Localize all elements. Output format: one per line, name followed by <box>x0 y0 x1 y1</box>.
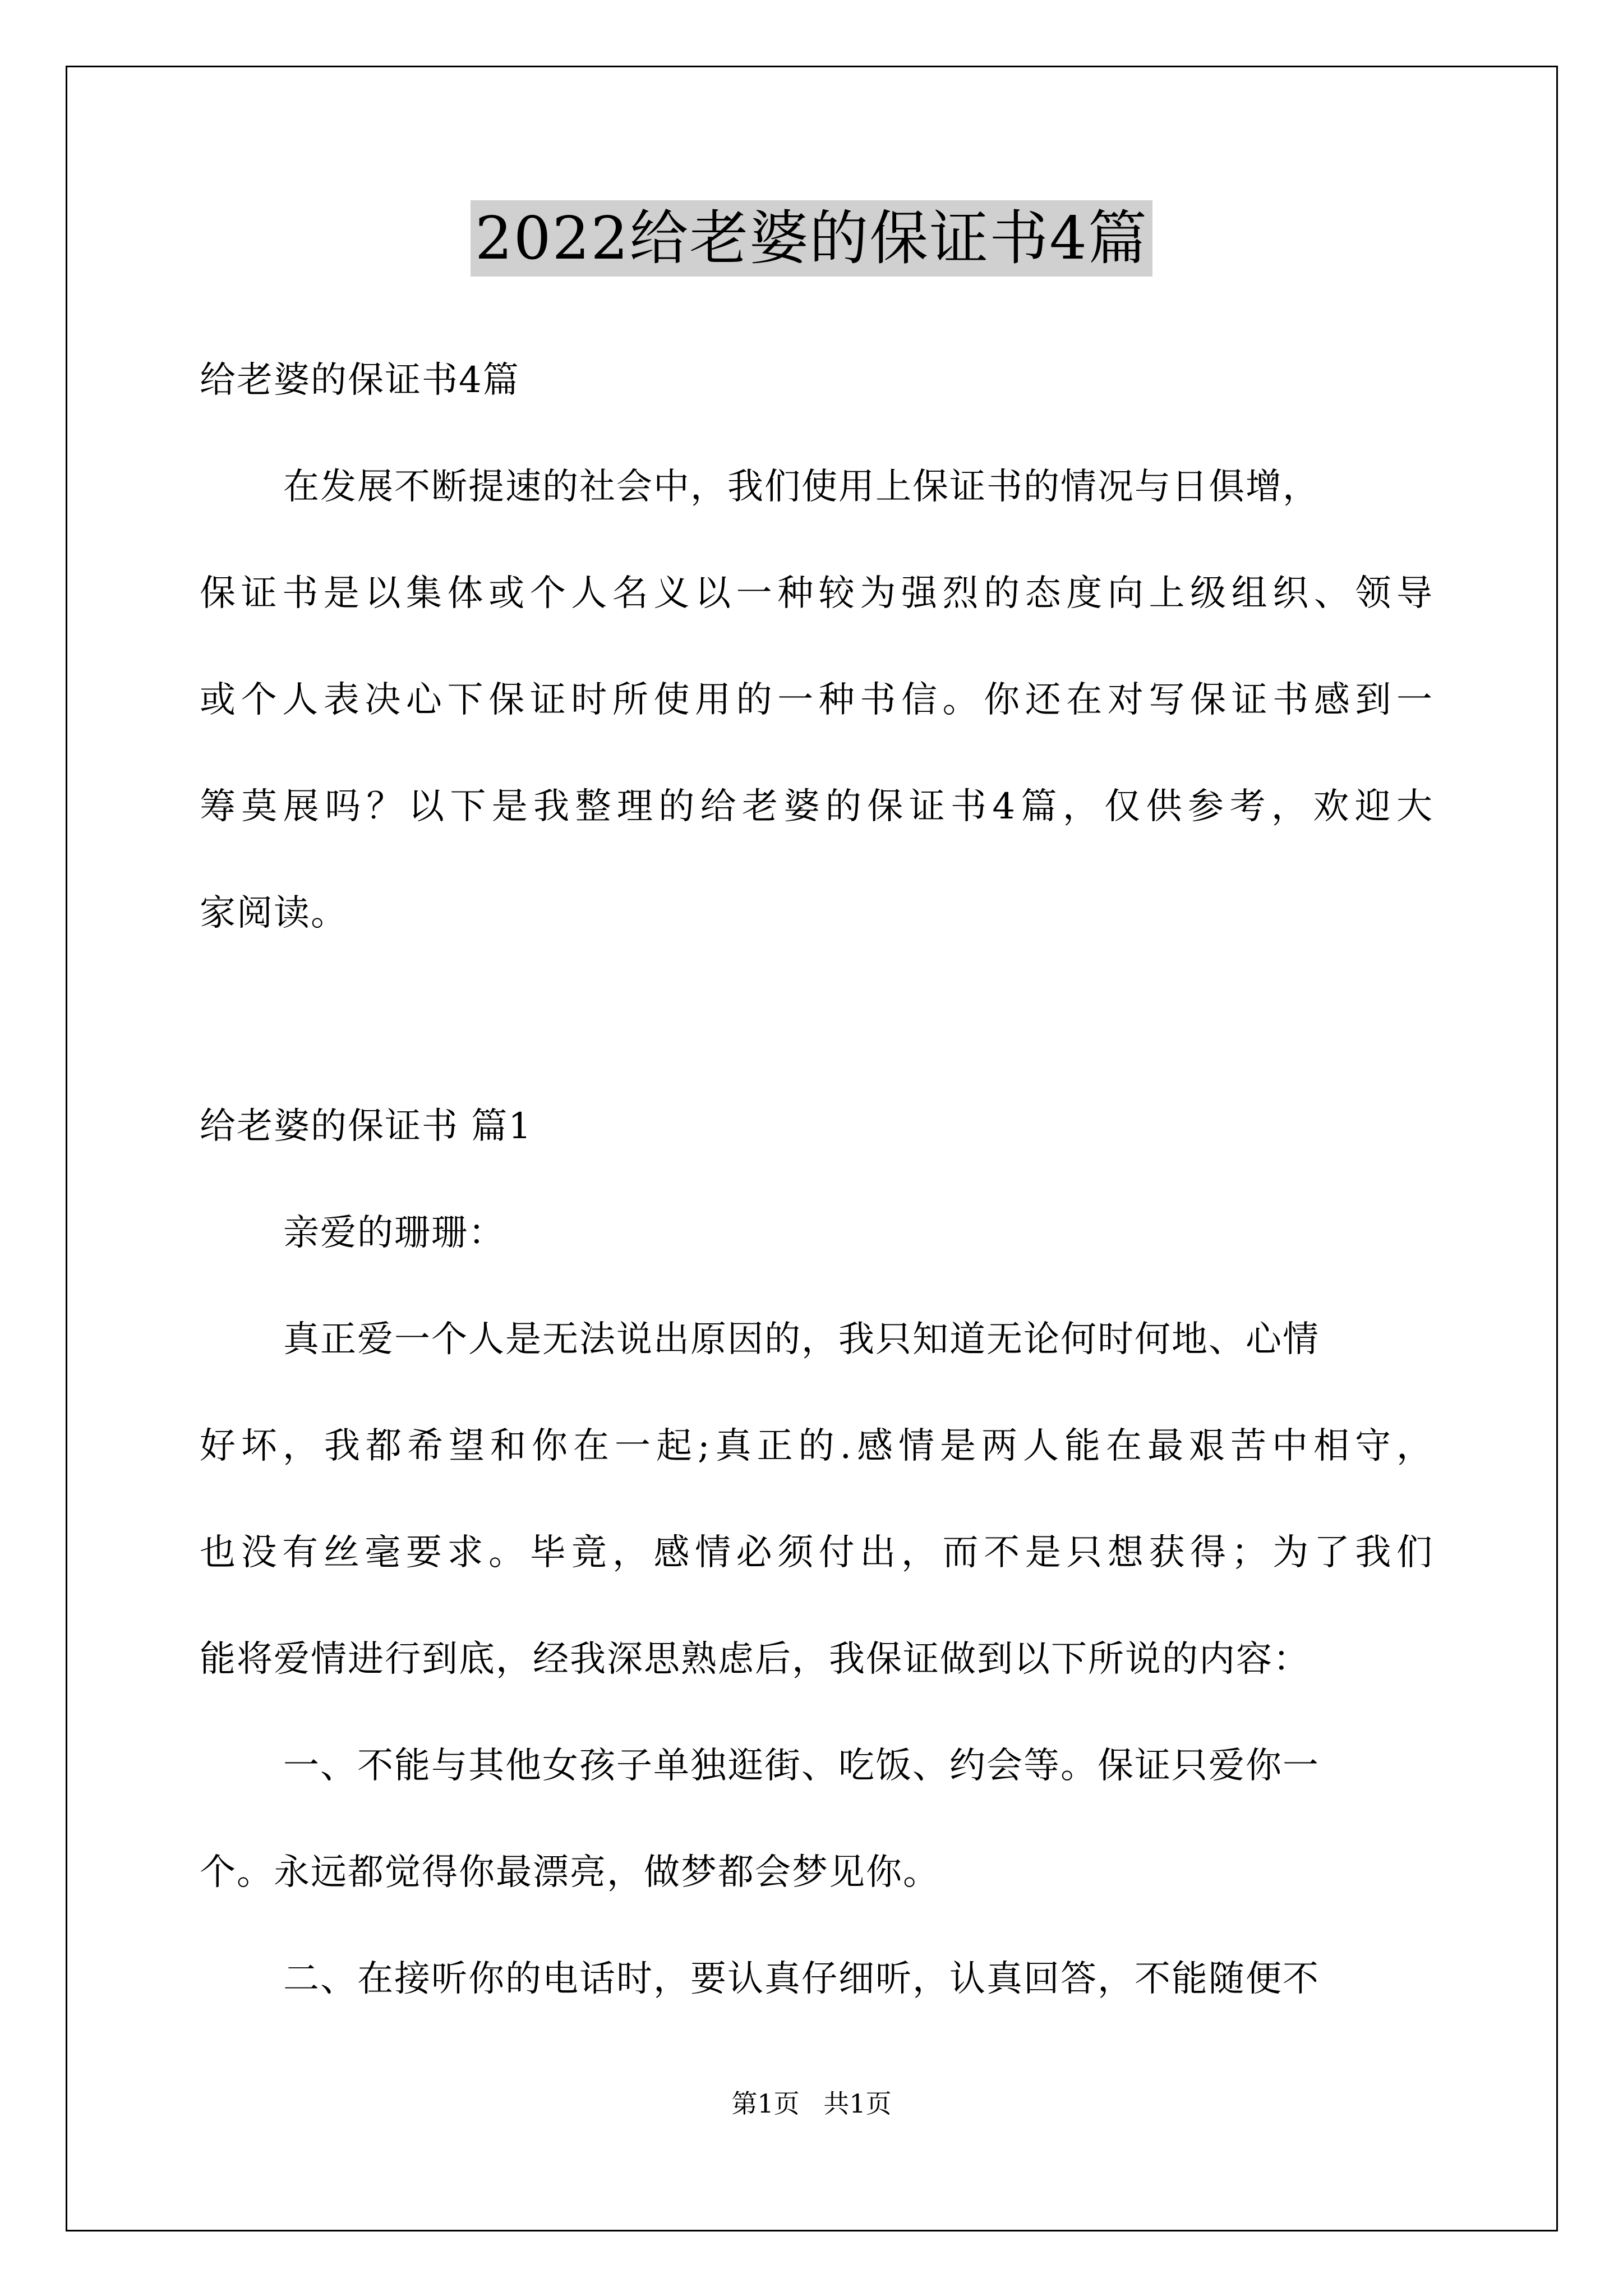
page-footer <box>0 2087 1623 2120</box>
body-line-7: 二、在接听你的电话时，要认真仔细听，认真回答，不能随便不 <box>283 1958 1320 2000</box>
section-heading: 给老婆的保证书 篇1 <box>200 1106 533 1147</box>
body-line-1: 真正爱一个人是无法说出原因的，我只知道无论何时何地、心情 <box>283 1319 1320 1360</box>
intro-line-2: 保证书是以集体或个人名义以一种较为强烈的态度向上级组织、领导 <box>200 573 1433 614</box>
body-line-4: 能将爱情进行到底，经我深思熟虑后，我保证做到以下所说的内容： <box>200 1639 1310 1680</box>
title-container <box>0 200 1623 277</box>
page-total: 共1页 <box>823 2088 892 2119</box>
body-line-5: 一、不能与其他女孩子单独逛街、吃饭、约会等。保证只爱你一 <box>283 1745 1320 1787</box>
body-line-2: 好坏，我都希望和你在一起;真正的.感情是两人能在最艰苦中相守， <box>200 1425 1433 1467</box>
greeting: 亲爱的珊珊： <box>283 1212 505 1254</box>
intro-line-5: 家阅读。 <box>200 892 348 934</box>
document-subtitle: 给老婆的保证书4篇 <box>200 360 520 401</box>
body-line-6: 个。永远都觉得你最漂亮，做梦都会梦见你。 <box>200 1852 940 1893</box>
body-line-3: 也没有丝毫要求。毕竟，感情必须付出，而不是只想获得；为了我们 <box>200 1532 1433 1573</box>
intro-line-1: 在发展不断提速的社会中，我们使用上保证书的情况与日俱增， <box>283 466 1320 508</box>
page-number: 第1页 <box>731 2088 800 2119</box>
intro-line-3: 或个人表决心下保证时所使用的一种书信。你还在对写保证书感到一 <box>200 679 1433 721</box>
intro-line-4: 筹莫展吗？以下是我整理的给老婆的保证书4篇，仅供参考，欢迎大 <box>200 786 1433 827</box>
document-title: 2022给老婆的保证书4篇 <box>471 200 1152 277</box>
